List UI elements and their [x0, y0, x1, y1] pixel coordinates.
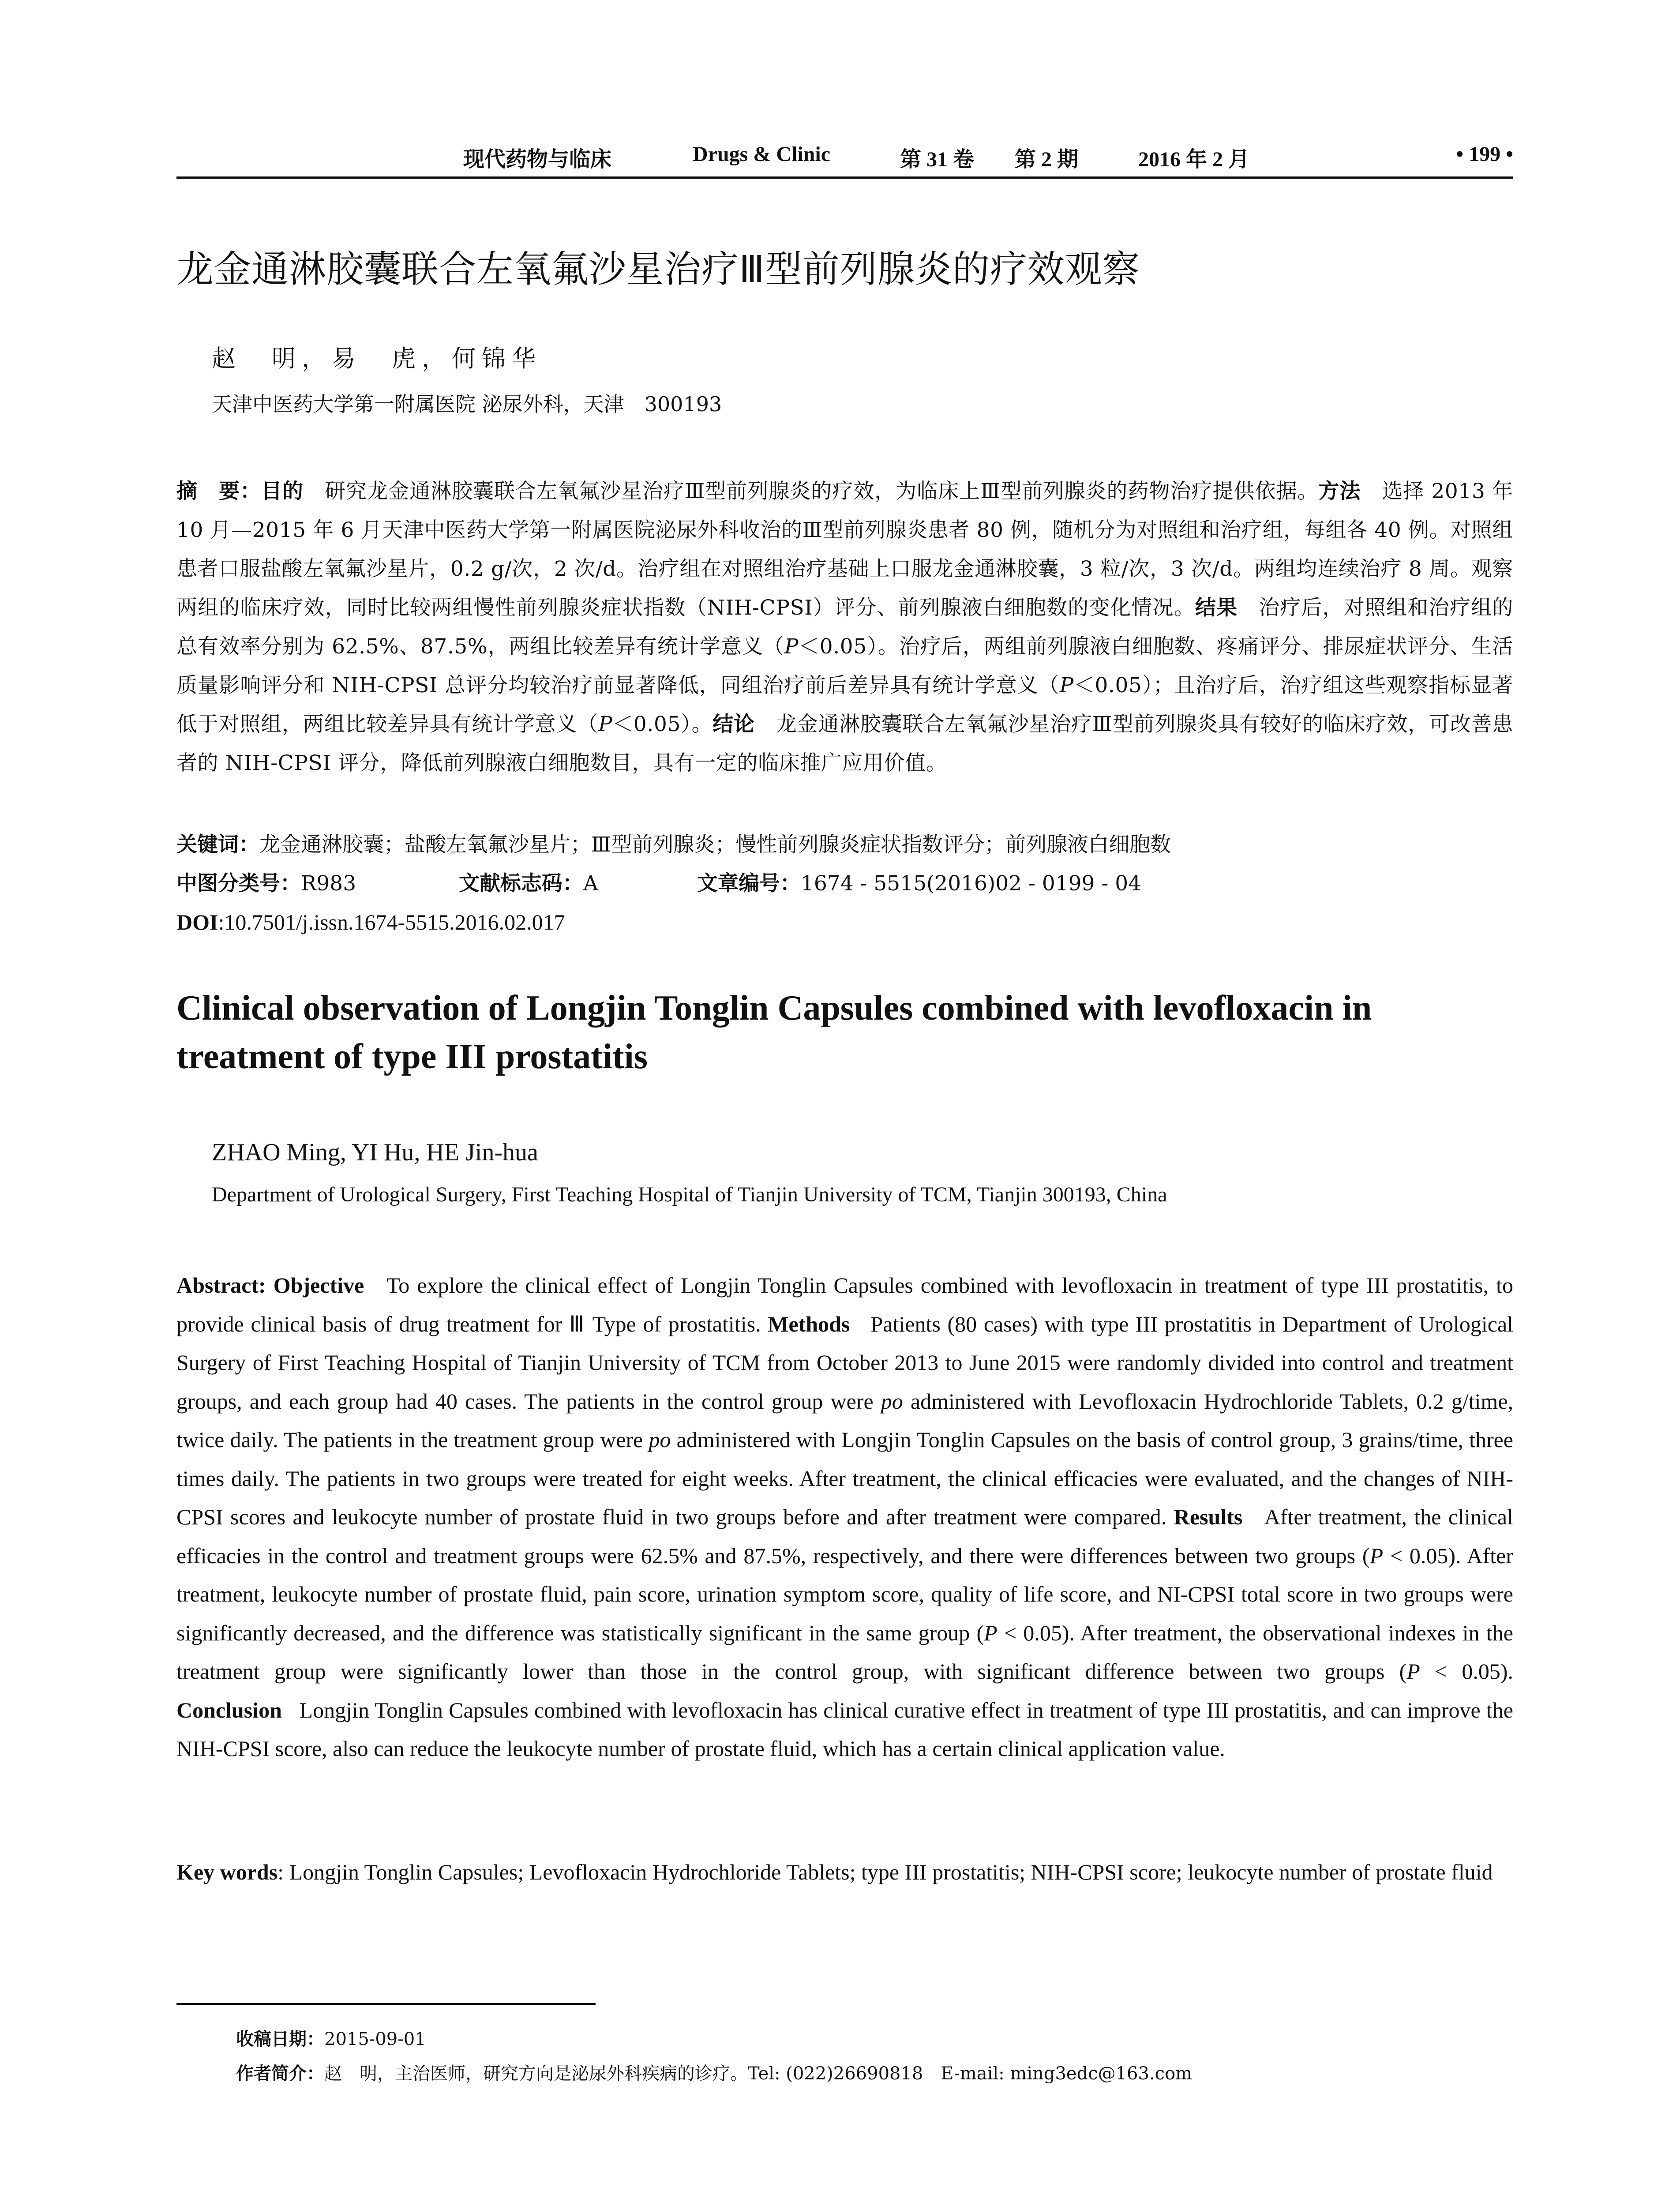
results-en-3: < 0.05). After treatment, the observational indexes in the treatment group were significantly lower than those in the control group, with significant difference between two groups ( [176, 1620, 1514, 1684]
results-label-en: Results [1174, 1504, 1243, 1529]
p-symbol: P [1059, 673, 1074, 698]
authors-en: ZHAO Ming, YI Hu, HE Jin-hua [212, 1139, 538, 1166]
clc-label: 中图分类号： [176, 871, 301, 896]
results-en: After treatment, the clinical efficacies in the control and treatment groups were 62.5% and 87.5%, respectively, and there were differences between two groups ( [176, 1504, 1514, 1568]
footnote-rule [176, 2003, 596, 2005]
author-bio [236, 2060, 1192, 2085]
keywords-text-cn: 龙金通淋胶囊；盐酸左氧氟沙星片；Ⅲ型前列腺炎；慢性前列腺炎症状指数评分；前列腺液白细胞数 [259, 833, 1171, 857]
article-id-value: 1674 - 5515(2016)02 - 0199 - 04 [801, 871, 1142, 896]
objective-label-cn: 目的 [261, 479, 304, 503]
po-term: po [649, 1427, 671, 1452]
clc-field [176, 868, 356, 899]
abstract-label-cn: 摘 要： [176, 479, 261, 503]
results-en-4: < 0.05). [1435, 1659, 1513, 1684]
issue: 第 2 期 [1015, 148, 1079, 171]
article-id-label: 文章编号： [697, 871, 801, 896]
results-cn-2: ＜0.05）。治疗后，两组前列腺液白细胞数、疼痛评分、排尿症状评分、生活质量影响评分和 NIH-CPSI 总评分均较治疗前显著降低，同组治疗前后差异具有统计学意义（ [176, 634, 1513, 698]
methods-label-cn: 方法 [1318, 479, 1361, 503]
results-cn: 治疗后，对照组和治疗组的总有效率分别为 62.5%、87.5%，两组比较差异有统计学意义（ [176, 596, 1513, 659]
author-bio-label: 作者简介： [236, 2063, 324, 2084]
doc-code-value: A [583, 871, 598, 896]
methods-label-en: Methods [768, 1311, 850, 1336]
methods-en: Patients (80 cases) with type III prostatitis in Department of Urological Surgery of First Teaching Hospital of Tianjin University of TCM from October 2013 to June 2015 were randomly divided into control and treatment groups, and each group had 40 cases. The patients in the control group were [176, 1311, 1514, 1414]
methods-cn: 选择 2013 年 10 月—2015 年 6 月天津中医药大学第一附属医院泌尿外科收治的Ⅲ型前列腺炎患者 80 例，随机分为对照组和治疗组，每组各 40 例。对照组患者口服盐酸左氧氟沙星片，0.2 g/次，2 次/d。治疗组在对照组治疗基础上口服龙金通淋胶囊，3 粒/次，3 次/d。两组均连续治疗 8 周。观察两组的临床疗效，同时比较两组慢性前列腺炎症状指数（NIH-CPSI）评分、前列腺液白细胞数的变化情况。 [176, 479, 1513, 620]
article-id-field [697, 868, 1141, 899]
abstract-en [176, 1266, 1513, 1768]
title-cn: 龙金通淋胶囊联合左氧氟沙星治疗Ⅲ型前列腺炎的疗效观察 [176, 248, 1140, 291]
results-en-2: < 0.05). After treatment, leukocyte number of prostate fluid, pain score, urination symptom score, quality of life score, and NI-CPSI total score in two groups were significantly decreased, and the difference was statistically significant in the same group ( [176, 1543, 1513, 1645]
journal-name-en: Drugs & Clinic [693, 143, 830, 166]
abstract-label-en: Abstract: Objective [176, 1273, 364, 1298]
running-header [176, 140, 1513, 172]
conclusion-cn: 龙金通淋胶囊联合左氧氟沙星治疗Ⅲ型前列腺炎具有较好的临床疗效，可改善患者的 NIH-CPSI 评分，降低前列腺液白细胞数目，具有一定的临床推广应用价值。 [176, 712, 1513, 775]
affiliation-cn: 天津中医药大学第一附属医院 泌尿外科，天津 300193 [212, 392, 722, 416]
conclusion-label-en: Conclusion [176, 1697, 282, 1722]
keywords-cn [176, 829, 1513, 860]
journal-name-cn: 现代药物与临床 [463, 148, 612, 171]
keywords-label-cn: 关键词： [176, 833, 259, 857]
p-symbol: P [598, 712, 613, 736]
results-cn-3: ＜0.05）；且治疗后，治疗组这些观察指标显著低于对照组，两组比较差异具有统计学意义（ [176, 673, 1513, 736]
methods-en-3: administered with Longjin Tonglin Capsules on the basis of control group, 3 grains/time, three times daily. The patients in two groups were treated for eight weeks. After treatment, the clinical efficacies were evaluated, and the changes of NIH-CPSI scores and leukocyte number of prostate fluid in two groups before and after treatment were compared. [176, 1427, 1514, 1529]
conclusion-en: Longjin Tonglin Capsules combined with levofloxacin has clinical curative effect in treatment of type III prostatitis, and can improve the NIH-CPSI score, also can reduce the leukocyte number of prostate fluid, which has a certain clinical application value. [176, 1697, 1513, 1761]
conclusion-label-cn: 结论 [712, 712, 755, 736]
p-symbol: P [984, 1620, 998, 1645]
issue-date: 2016 年 2 月 [1138, 148, 1250, 171]
doi-value: :10.7501/j.issn.1674-5515.2016.02.017 [218, 910, 565, 934]
results-label-cn: 结果 [1195, 596, 1238, 620]
clc-value: R983 [301, 871, 356, 896]
received-label: 收稿日期： [236, 2029, 324, 2049]
header-rule [176, 176, 1513, 179]
received-value: 2015-09-01 [324, 2029, 426, 2049]
page-number: • 199 • [1456, 143, 1513, 166]
doi-line [176, 907, 1513, 938]
results-cn-4: ＜0.05）。 [612, 712, 713, 736]
authors-cn: 赵 明，易 虎，何锦华 [212, 345, 542, 372]
title-en: Clinical observation of Longjin Tonglin Capsules combined with levofloxacin in treatment of type III prostatitis [176, 989, 1372, 1076]
author-bio-text: 赵 明，主治医师，研究方向是泌尿外科疾病的诊疗。Tel: (022)26690818 E-mail: ming3edc@163.com [324, 2063, 1192, 2084]
article-page [176, 0, 1513, 2206]
p-symbol: P [1369, 1543, 1384, 1568]
doi-label: DOI [176, 910, 218, 934]
methods-en-2: administered with Levofloxacin Hydrochloride Tablets, 0.2 g/time, twice daily. The patients in the treatment group were [176, 1388, 1514, 1452]
doc-code-field [459, 868, 598, 899]
po-term: po [881, 1388, 903, 1414]
affiliation-en: Department of Urological Surgery, First Teaching Hospital of Tianjin University of TCM, Tianjin 300193, China [212, 1183, 1167, 1206]
keywords-en [176, 1853, 1513, 1891]
received-date [236, 2025, 426, 2050]
keywords-text-en: : Longjin Tonglin Capsules; Levofloxacin Hydrochloride Tablets; type III prostatitis; NIH-CPSI score; leukocyte number of prostate fluid [278, 1860, 1493, 1884]
keywords-label-en: Key words [176, 1860, 278, 1884]
p-symbol: P [784, 634, 799, 659]
p-symbol: P [1406, 1659, 1420, 1684]
volume: 第 31 卷 [900, 148, 975, 171]
abstract-cn [176, 472, 1513, 783]
objective-en: To explore the clinical effect of Longjin Tonglin Capsules combined with levofloxacin in treatment of type III prostatitis, to provide clinical basis of drug treatment for Ⅲ Type of prostatitis. [176, 1273, 1513, 1336]
doc-code-label: 文献标志码： [459, 871, 583, 896]
objective-cn: 研究龙金通淋胶囊联合左氧氟沙星治疗Ⅲ型前列腺炎的疗效，为临床上Ⅲ型前列腺炎的药物治疗提供依据。 [325, 479, 1319, 503]
